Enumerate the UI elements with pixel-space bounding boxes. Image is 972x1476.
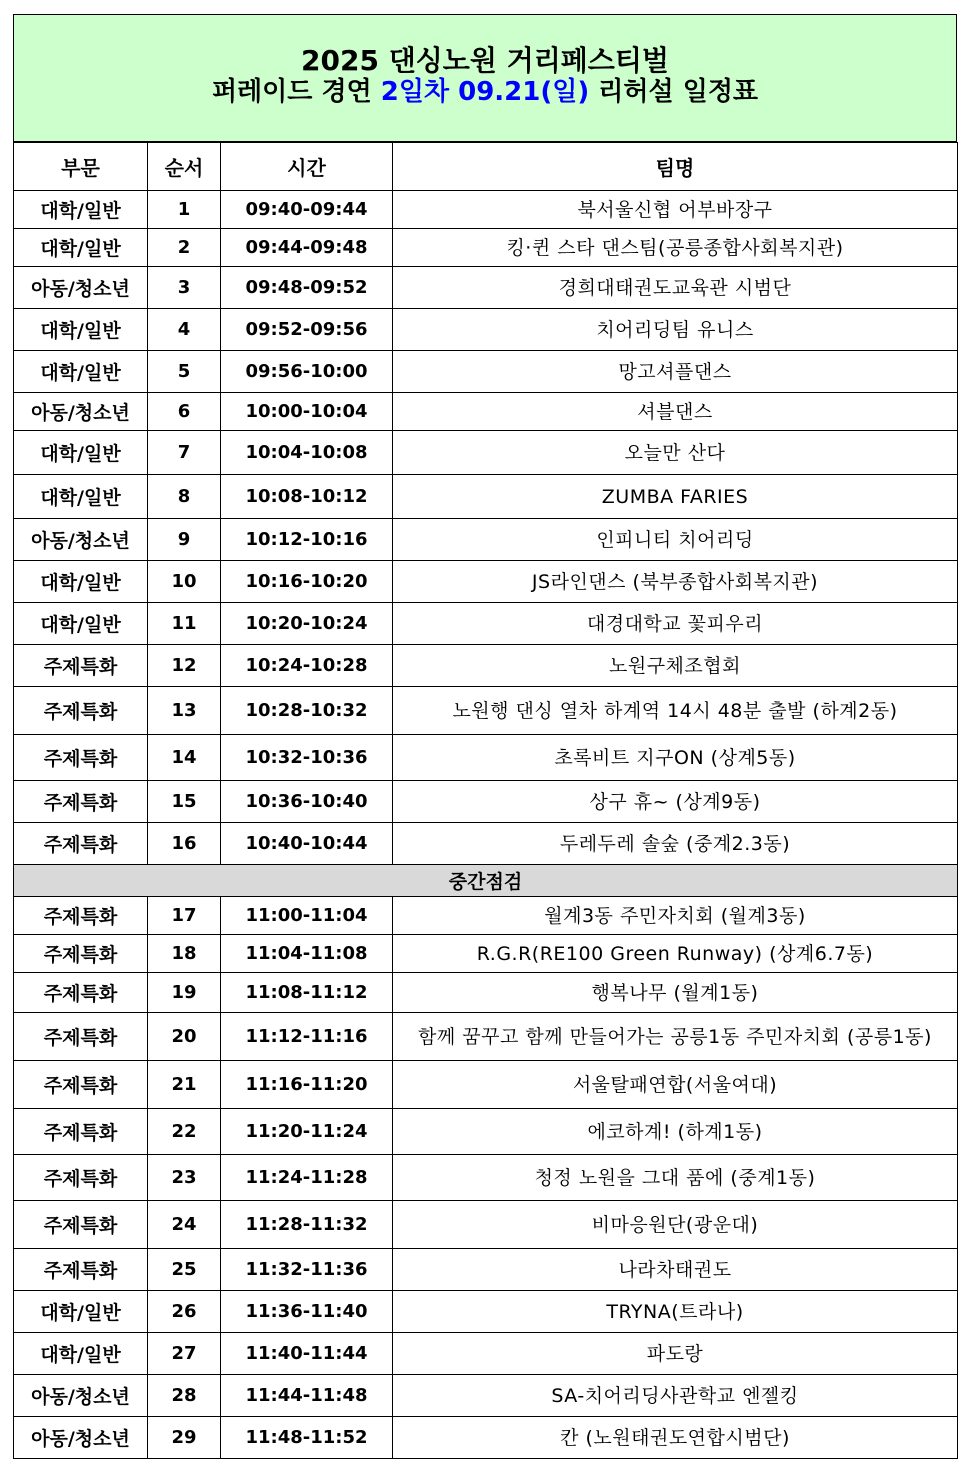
table-row xyxy=(14,1109,958,1155)
order-cell: 13 xyxy=(148,687,221,735)
category-cell: 대학/일반 xyxy=(14,309,148,351)
order-cell: 26 xyxy=(148,1291,221,1333)
order-cell: 12 xyxy=(148,645,221,687)
team-cell: 킹·퀸 스타 댄스팀(공릉종합사회복지관) xyxy=(393,229,958,267)
table-row xyxy=(14,393,958,431)
time-cell: 11:00-11:04 xyxy=(221,897,393,935)
team-cell: 청정 노원을 그대 품에 (중계1동) xyxy=(393,1155,958,1201)
time-cell: 10:12-10:16 xyxy=(221,519,393,561)
schedule-table xyxy=(13,142,958,1459)
team-cell: 치어리딩팀 유니스 xyxy=(393,309,958,351)
team-cell: 서울탈패연합(서울여대) xyxy=(393,1061,958,1109)
category-cell: 주제특화 xyxy=(14,1201,148,1249)
order-cell: 27 xyxy=(148,1333,221,1375)
time-cell: 10:08-10:12 xyxy=(221,475,393,519)
team-cell: JS라인댄스 (북부종합사회복지관) xyxy=(393,561,958,603)
break-label: 중간점검 xyxy=(14,865,958,897)
category-cell: 대학/일반 xyxy=(14,1291,148,1333)
order-cell: 14 xyxy=(148,735,221,781)
team-cell: 함께 꿈꾸고 함께 만들어가는 공릉1동 주민자치회 (공릉1동) xyxy=(393,1013,958,1061)
order-cell: 17 xyxy=(148,897,221,935)
time-cell: 11:28-11:32 xyxy=(221,1201,393,1249)
category-cell: 아동/청소년 xyxy=(14,393,148,431)
category-cell: 주제특화 xyxy=(14,1109,148,1155)
table-row xyxy=(14,191,958,229)
order-cell: 21 xyxy=(148,1061,221,1109)
time-cell: 11:44-11:48 xyxy=(221,1375,393,1417)
table-row xyxy=(14,603,958,645)
table-row xyxy=(14,781,958,823)
schedule-body xyxy=(14,191,958,1459)
title-line-2-post: 리허설 일정표 xyxy=(589,77,759,107)
table-row xyxy=(14,519,958,561)
category-cell: 주제특화 xyxy=(14,1061,148,1109)
title-line-2-pre: 퍼레이드 경연 xyxy=(211,77,381,107)
table-row xyxy=(14,1155,958,1201)
category-cell: 아동/청소년 xyxy=(14,1417,148,1459)
table-row xyxy=(14,1201,958,1249)
category-cell: 대학/일반 xyxy=(14,475,148,519)
category-cell: 대학/일반 xyxy=(14,191,148,229)
table-row xyxy=(14,735,958,781)
time-cell: 10:16-10:20 xyxy=(221,561,393,603)
team-cell: 파도랑 xyxy=(393,1333,958,1375)
order-cell: 5 xyxy=(148,351,221,393)
team-cell: 칸 (노원태권도연합시범단) xyxy=(393,1417,958,1459)
team-cell: 경희대태권도교육관 시범단 xyxy=(393,267,958,309)
order-cell: 7 xyxy=(148,431,221,475)
table-row xyxy=(14,645,958,687)
category-cell: 주제특화 xyxy=(14,897,148,935)
table-row xyxy=(14,1417,958,1459)
header-order: 순서 xyxy=(148,143,221,191)
category-cell: 대학/일반 xyxy=(14,431,148,475)
order-cell: 20 xyxy=(148,1013,221,1061)
time-cell: 10:32-10:36 xyxy=(221,735,393,781)
team-cell: 상구 휴~ (상계9동) xyxy=(393,781,958,823)
order-cell: 6 xyxy=(148,393,221,431)
category-cell: 주제특화 xyxy=(14,973,148,1013)
category-cell: 주제특화 xyxy=(14,1155,148,1201)
order-cell: 9 xyxy=(148,519,221,561)
team-cell: SA-치어리딩사관학교 엔젤킹 xyxy=(393,1375,958,1417)
time-cell: 11:16-11:20 xyxy=(221,1061,393,1109)
team-cell: 망고셔플댄스 xyxy=(393,351,958,393)
time-cell: 10:00-10:04 xyxy=(221,393,393,431)
header-team: 팀명 xyxy=(393,143,958,191)
order-cell: 11 xyxy=(148,603,221,645)
order-cell: 3 xyxy=(148,267,221,309)
category-cell: 주제특화 xyxy=(14,735,148,781)
break-row xyxy=(14,865,958,897)
time-cell: 11:32-11:36 xyxy=(221,1249,393,1291)
header-row xyxy=(14,143,958,191)
category-cell: 대학/일반 xyxy=(14,1333,148,1375)
time-cell: 11:08-11:12 xyxy=(221,973,393,1013)
category-cell: 주제특화 xyxy=(14,1249,148,1291)
time-cell: 09:48-09:52 xyxy=(221,267,393,309)
team-cell: R.G.R(RE100 Green Runway) (상계6.7동) xyxy=(393,935,958,973)
time-cell: 11:12-11:16 xyxy=(221,1013,393,1061)
time-cell: 09:44-09:48 xyxy=(221,229,393,267)
category-cell: 대학/일반 xyxy=(14,229,148,267)
order-cell: 29 xyxy=(148,1417,221,1459)
table-row xyxy=(14,431,958,475)
table-row xyxy=(14,897,958,935)
schedule-sheet xyxy=(13,14,957,1459)
time-cell: 11:20-11:24 xyxy=(221,1109,393,1155)
table-row xyxy=(14,687,958,735)
order-cell: 19 xyxy=(148,973,221,1013)
table-row xyxy=(14,1249,958,1291)
order-cell: 28 xyxy=(148,1375,221,1417)
category-cell: 주제특화 xyxy=(14,935,148,973)
time-cell: 09:52-09:56 xyxy=(221,309,393,351)
table-row xyxy=(14,935,958,973)
team-cell: 오늘만 산다 xyxy=(393,431,958,475)
team-cell: 행복나무 (월계1동) xyxy=(393,973,958,1013)
order-cell: 24 xyxy=(148,1201,221,1249)
order-cell: 2 xyxy=(148,229,221,267)
team-cell: 인피니티 치어리딩 xyxy=(393,519,958,561)
table-row xyxy=(14,823,958,865)
table-row xyxy=(14,351,958,393)
order-cell: 4 xyxy=(148,309,221,351)
time-cell: 11:24-11:28 xyxy=(221,1155,393,1201)
time-cell: 10:20-10:24 xyxy=(221,603,393,645)
category-cell: 대학/일반 xyxy=(14,603,148,645)
order-cell: 10 xyxy=(148,561,221,603)
time-cell: 10:40-10:44 xyxy=(221,823,393,865)
team-cell: 노원구체조협회 xyxy=(393,645,958,687)
time-cell: 09:40-09:44 xyxy=(221,191,393,229)
title-box xyxy=(13,14,957,142)
table-row xyxy=(14,309,958,351)
order-cell: 18 xyxy=(148,935,221,973)
category-cell: 주제특화 xyxy=(14,781,148,823)
order-cell: 22 xyxy=(148,1109,221,1155)
team-cell: 노원행 댄싱 열차 하계역 14시 48분 출발 (하계2동) xyxy=(393,687,958,735)
title-line-2-date: 2일차 09.21(일) xyxy=(380,77,590,107)
order-cell: 1 xyxy=(148,191,221,229)
time-cell: 11:48-11:52 xyxy=(221,1417,393,1459)
team-cell: 비마응원단(광운대) xyxy=(393,1201,958,1249)
category-cell: 주제특화 xyxy=(14,645,148,687)
table-row xyxy=(14,1013,958,1061)
time-cell: 10:36-10:40 xyxy=(221,781,393,823)
table-row xyxy=(14,561,958,603)
team-cell: 두레두레 솔숲 (중계2.3동) xyxy=(393,823,958,865)
order-cell: 25 xyxy=(148,1249,221,1291)
team-cell: 나라차태권도 xyxy=(393,1249,958,1291)
title-line-1: 2025 댄싱노원 거리페스티벌 xyxy=(301,44,669,77)
category-cell: 주제특화 xyxy=(14,1013,148,1061)
team-cell: 월계3동 주민자치회 (월계3동) xyxy=(393,897,958,935)
order-cell: 8 xyxy=(148,475,221,519)
order-cell: 15 xyxy=(148,781,221,823)
time-cell: 10:28-10:32 xyxy=(221,687,393,735)
table-row xyxy=(14,267,958,309)
category-cell: 대학/일반 xyxy=(14,561,148,603)
category-cell: 대학/일반 xyxy=(14,351,148,393)
category-cell: 아동/청소년 xyxy=(14,1375,148,1417)
order-cell: 23 xyxy=(148,1155,221,1201)
time-cell: 11:40-11:44 xyxy=(221,1333,393,1375)
category-cell: 주제특화 xyxy=(14,823,148,865)
table-row xyxy=(14,1333,958,1375)
table-row xyxy=(14,973,958,1013)
team-cell: 북서울신협 어부바장구 xyxy=(393,191,958,229)
header-category: 부문 xyxy=(14,143,148,191)
time-cell: 10:24-10:28 xyxy=(221,645,393,687)
time-cell: 11:36-11:40 xyxy=(221,1291,393,1333)
table-row xyxy=(14,1375,958,1417)
table-row xyxy=(14,229,958,267)
team-cell: TRYNA(트라나) xyxy=(393,1291,958,1333)
time-cell: 10:04-10:08 xyxy=(221,431,393,475)
category-cell: 주제특화 xyxy=(14,687,148,735)
table-row xyxy=(14,1061,958,1109)
header-time: 시간 xyxy=(221,143,393,191)
team-cell: ZUMBA FARIES xyxy=(393,475,958,519)
title-line-2 xyxy=(14,77,956,107)
table-row xyxy=(14,475,958,519)
team-cell: 에코하계! (하계1동) xyxy=(393,1109,958,1155)
time-cell: 09:56-10:00 xyxy=(221,351,393,393)
time-cell: 11:04-11:08 xyxy=(221,935,393,973)
team-cell: 셔블댄스 xyxy=(393,393,958,431)
table-row xyxy=(14,1291,958,1333)
category-cell: 아동/청소년 xyxy=(14,519,148,561)
order-cell: 16 xyxy=(148,823,221,865)
team-cell: 초록비트 지구ON (상계5동) xyxy=(393,735,958,781)
category-cell: 아동/청소년 xyxy=(14,267,148,309)
team-cell: 대경대학교 꽃피우리 xyxy=(393,603,958,645)
